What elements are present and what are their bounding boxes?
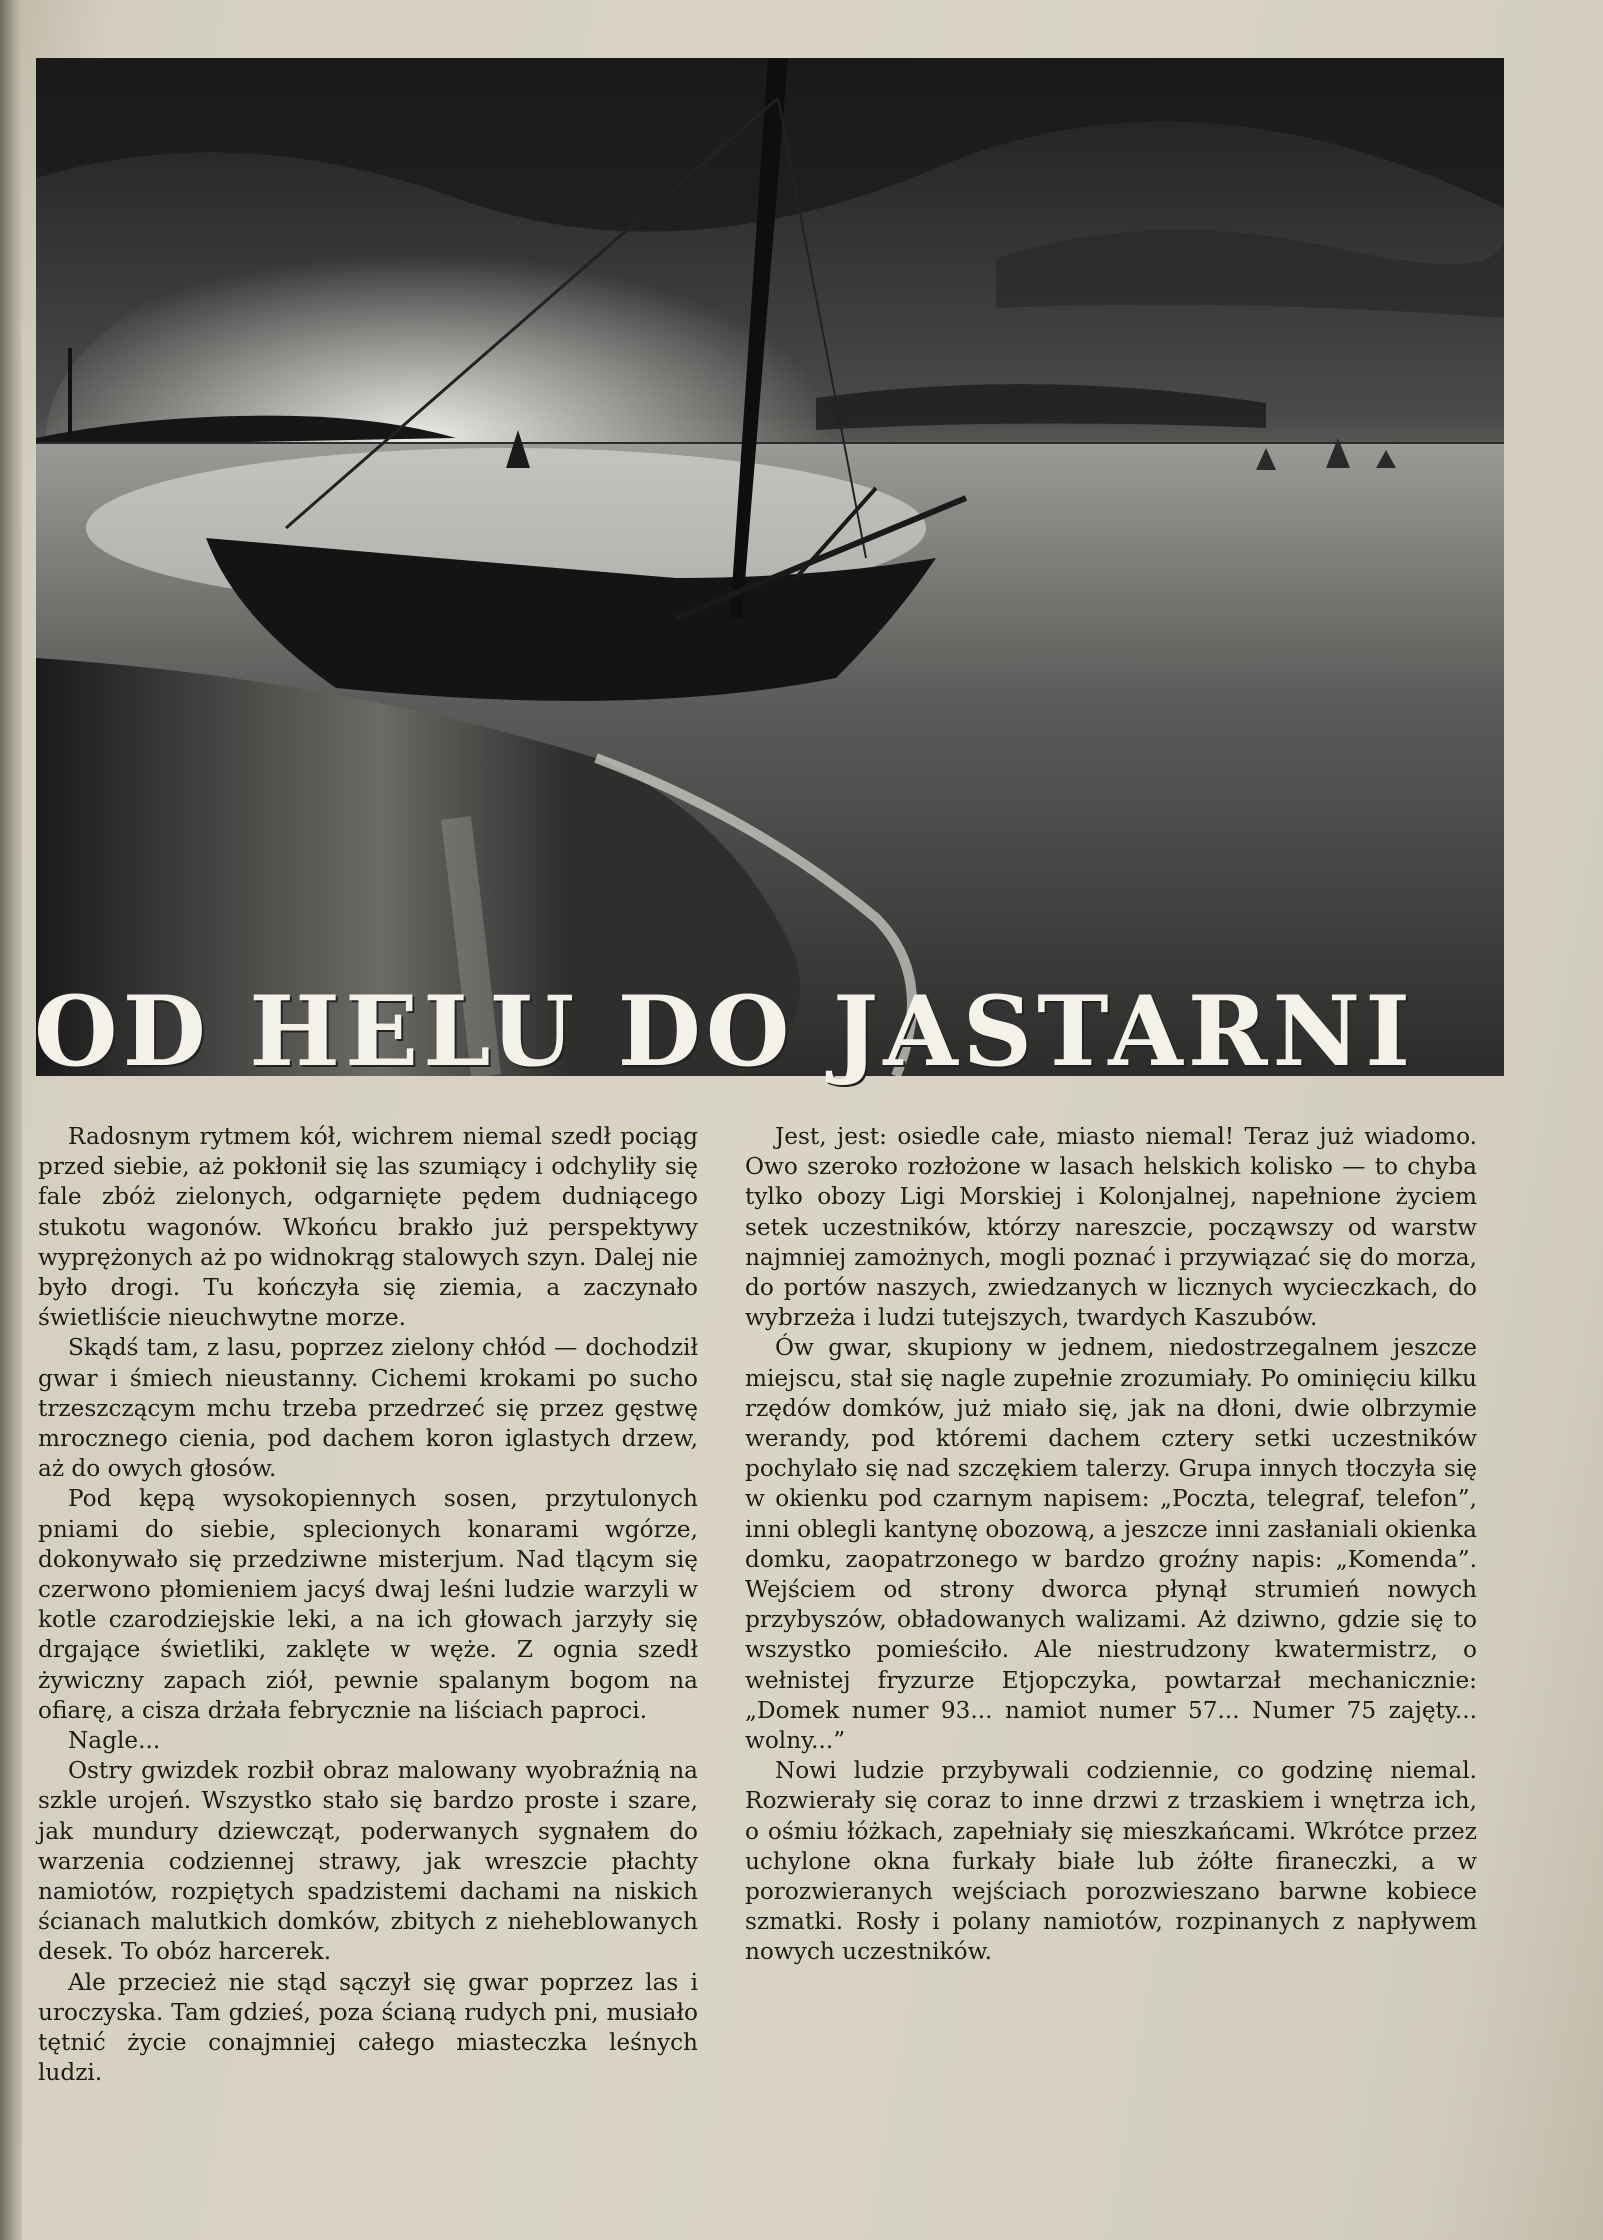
paragraph: Ostry gwizdek rozbił obraz malowany wyobraźnią na szkle urojeń. Wszystko stało się bardzo proste i szare, jak mundury dziewcząt, poderwanych sygnałem do warzenia codziennej strawy, jak wreszcie płachty namiotów, rozpiętych spadzistemi dachami na niskich ścianach malutkich domków, zbitych z nieheblowanych desek. To obóz harcerek. xyxy=(38,1757,698,1966)
paragraph: Skądś tam, z lasu, poprzez zielony chłód — dochodził gwar i śmiech nieustanny. Cichemi krokami po sucho trzeszczącym mchu trzeba przedrzeć się przez gęstwę mrocznego cienia, pod dachem koron iglastych drzew, aż do owych głosów. xyxy=(38,1334,698,1483)
paragraph: Ów gwar, skupiony w jednem, niedostrzegalnem jeszcze miejscu, stał się nagle zupełnie zrozumiały. Po ominięciu kilku rzędów domków, już miało się, jak na dłoni, dwie olbrzymie werandy, pod któremi dachem cztery setki uczestników pochylało się nad szczękiem talerzy. Grupa innych tłoczyła się w okienku pod czarnym napisem: „Poczta, telegraf, telefon”, inni oblegli kantynę obozową, a jeszcze inni zasłaniali okienka domku, zaopatrzonego w bardzo groźny napis: „Komenda”. Wejściem od strony dworca płynął strumień nowych przybyszów, obładowanych walizami. Aż dziwno, gdzie się to wszystko pomieściło. Ale niestrudzony kwatermistrz, o wełnistej fryzurze Etjopczyka, powtarzał mechanicznie: „Domek numer 93... namiot numer 57... Numer 75 zajęty... wolny...” xyxy=(745,1334,1477,1755)
page-binding-shadow xyxy=(0,0,22,2240)
paragraph: Nowi ludzie przybywali codziennie, co godzinę niemal. Rozwierały się coraz to inne drzwi z trzaskiem i wnętrza ich, o ośmiu łóżkach, zapełniały się mieszkańcami. Wkrótce przez uchylone okna furkały białe lub żółte firaneczki, a w porozwieranych wejściach porozwieszano barwne kobiece szmatki. Rosły i polany namiotów, rozpinanych z napływem nowych uczestników. xyxy=(745,1757,1477,1966)
article-photo xyxy=(36,58,1504,1076)
article-left-column xyxy=(38,1122,698,2089)
paragraph: Nagle... xyxy=(68,1727,161,1755)
article-right-column xyxy=(745,1122,1477,1968)
article-title: OD HELU DO JASTARNI xyxy=(34,975,1416,1088)
paragraph: Jest, jest: osiedle całe, miasto niemal! Teraz już wiadomo. Owo szeroko rozłożone w lasach helskich kolisko — to chyba tylko obozy Ligi Morskiej i Kolonjalnej, napełnione życiem setek uczestników, którzy nareszcie, począwszy od warstw najmniej zamożnych, mogli poznać i przywiązać się do morza, do portów naszych, zwiedzanych w licznych wycieczkach, do wybrzeża i ludzi tutejszych, twardych Kaszubów. xyxy=(745,1123,1477,1332)
paragraph: Radosnym rytmem kół, wichrem niemal szedł pociąg przed siebie, aż pokłonił się las szumiący i odchyliły się fale zbóż zielonych, odgarnięte pędem dudniącego stukotu wagonów. Wkońcu brakło już perspektywy wyprężonych aż po widnokrąg stalowych szyn. Dalej nie było drogi. Tu kończyła się ziemia, a zaczynało świetliście nieuchwytne morze. xyxy=(38,1123,698,1332)
paragraph: Pod kępą wysokopiennych sosen, przytulonych pniami do siebie, splecionych konarami wgórze, dokonywało się przedziwne misterjum. Nad tlącym się czerwono płomieniem jacyś dwaj leśni ludzie warzyli w kotle czarodziejskie leki, a na ich głowach jarzyły się drgające świetliki, zaklęte w węże. Z ognia szedł żywiczny zapach ziół, pewnie spalanym bogom na ofiarę, a cisza drżała febrycznie na liściach paproci. xyxy=(38,1485,698,1724)
paragraph: Ale przecież nie stąd sączył się gwar poprzez las i uroczyska. Tam gdzieś, poza ścianą rudych pni, musiało tętnić życie conajmniej całego miasteczka leśnych ludzi. xyxy=(38,1968,698,2087)
sailboat-photo-illustration xyxy=(36,58,1504,1076)
